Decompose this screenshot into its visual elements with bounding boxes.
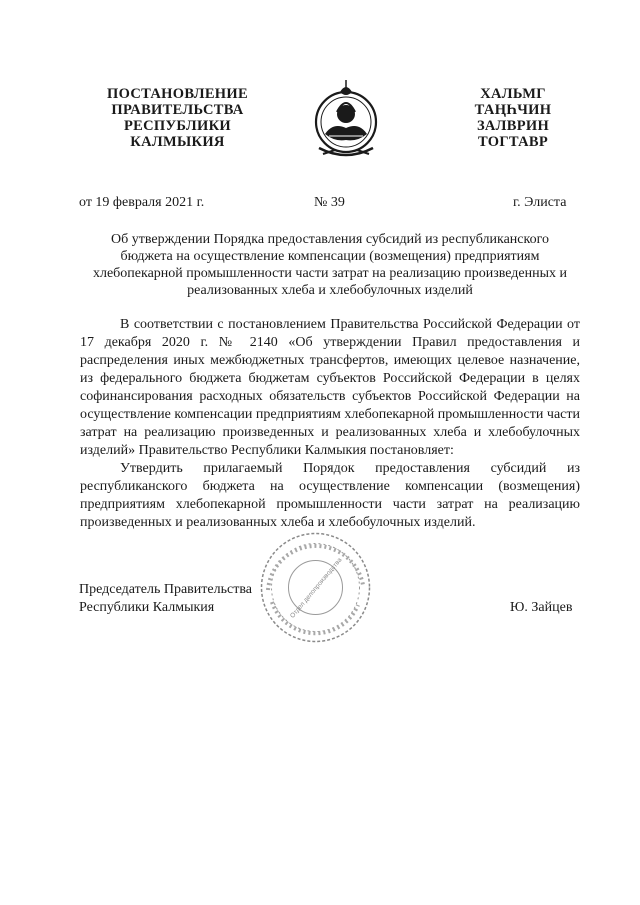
signatory-title xyxy=(79,581,252,617)
header-right-line: ТАҢҺЧИН xyxy=(474,102,552,118)
title-line: бюджета на осуществление компенсации (возмещения) предприятиям xyxy=(120,249,540,264)
title-line: Об утверждении Порядка предоставления субсидий из республиканского xyxy=(111,232,549,247)
header-left-line: КАЛМЫКИЯ xyxy=(130,134,225,150)
header-left-russian xyxy=(90,86,265,150)
document-date: от 19 февраля 2021 г. xyxy=(79,195,205,210)
document-city: г. Элиста xyxy=(513,195,567,210)
title-line: хлебопекарной промышленности части затрат на реализацию произведенных и xyxy=(92,266,568,281)
header-right-kalmyk xyxy=(448,86,578,150)
header-right-line: ХАЛЬМГ xyxy=(480,86,546,102)
signatory-title-line: Председатель Правительства xyxy=(79,582,252,597)
document-number: № 39 xyxy=(314,195,345,210)
title-line: реализованных хлеба и хлебобулочных изделий xyxy=(187,283,473,298)
official-stamp xyxy=(258,530,373,645)
preamble-paragraph: В соответствии с постановлением Правительства Российской Федерации от 17 декабря 2020 г. № 2140 «Об утверждении Правил предоставления и распределения иных межбюджетных трансфертов, имеющих целевое назначение, из федерального бюджета бюджетам субъектов Российской Федерации в целях софинансирования расходных обязательств субъектов Российской Федерации на осуществление компенсации предприятиям хлебопекарной промышленности части затрат на реализацию произведенных и реализованных хлеба и хлебобулочных изделий» Правительство Республики Калмыкия постановляет: xyxy=(80,317,580,458)
header-right-line: ТОГТАВР xyxy=(477,134,549,150)
header-left-line: РЕСПУБЛИКИ xyxy=(123,118,232,134)
stamp-text: Отдел делопроизводства xyxy=(288,556,344,620)
resolution-paragraph: Утвердить прилагаемый Порядок предоставления субсидий из республиканского бюджета на осуществление компенсации (возмещения) предприятиям хлебопекарной промышленности части затрат на реализацию произведенных и реализованных хлеба и хлебобулочных изделий. xyxy=(80,461,580,530)
header-left-line: ПРАВИТЕЛЬСТВА xyxy=(111,102,244,118)
signatory-title-line: Республики Калмыкия xyxy=(79,600,215,615)
document-title xyxy=(80,231,580,299)
coat-of-arms-icon xyxy=(313,78,379,164)
signatory-name: Ю. Зайцев xyxy=(510,600,573,615)
header-left-line: ПОСТАНОВЛЕНИЕ xyxy=(107,86,248,102)
header-right-line: ЗАЛВРИН xyxy=(476,118,550,134)
